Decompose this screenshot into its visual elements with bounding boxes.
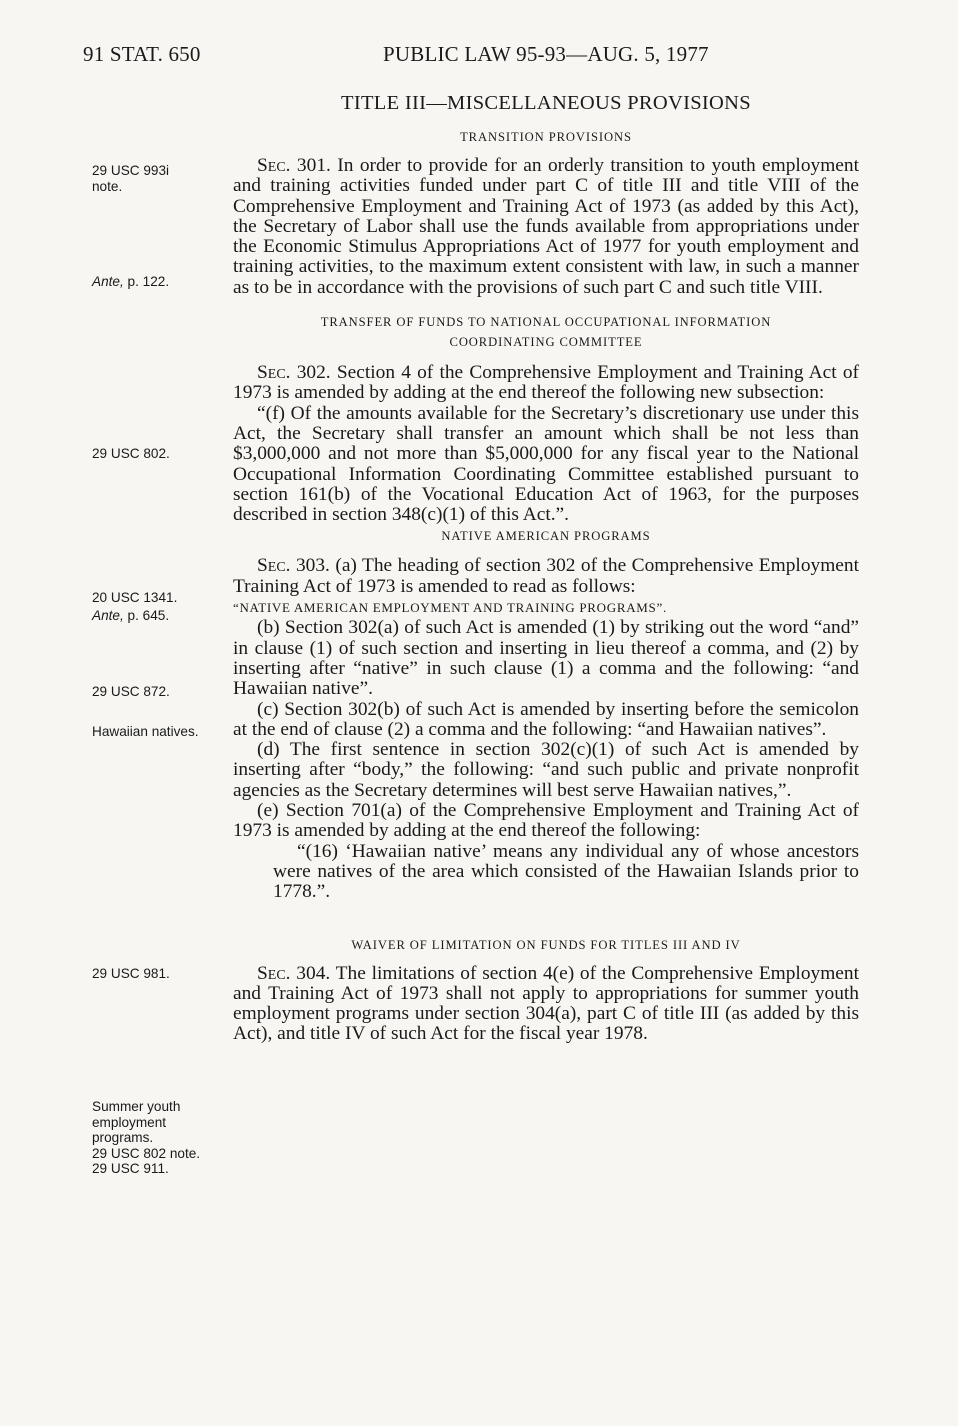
section-302-text: [233, 363, 859, 404]
section-label: Sec. 304.: [257, 962, 331, 984]
margin-note-page: p. 645.: [123, 608, 170, 623]
margin-note-ante-645: [92, 608, 169, 624]
section-304-text: [233, 964, 859, 1045]
margin-note-line: Summer youth: [92, 1099, 181, 1114]
margin-note-page: p. 122.: [123, 274, 170, 289]
heading-line: COORDINATING COMMITTEE: [449, 335, 643, 350]
margin-note-line: programs.: [92, 1130, 154, 1145]
margin-note-29-usc-993i: [92, 163, 169, 194]
section-label: Sec. 302.: [257, 362, 331, 384]
section-label: Sec. 303.: [257, 555, 330, 577]
section-303-d: (d) The first sentence in section 302(c)(1) of such Act is amended by inserting after “body,” the following: “and such public and private nonprofit agencies as the Secretary determines will best serve Hawaiian natives,”.: [233, 739, 859, 801]
small-caps-quote: “NATIVE AMERICAN EMPLOYMENT AND TRAINING PROGRAMS”.: [233, 600, 667, 616]
page-number-header: 91 STAT. 650: [83, 42, 201, 66]
margin-note-20-usc-1341: 20 USC 1341.: [92, 590, 178, 605]
section-303-a-quote: [233, 597, 859, 618]
main-text: [233, 92, 859, 1045]
section-body: (a) The heading of section 302 of the Comprehensive Employment Training Act of 1973 is amended to read as follows:: [233, 555, 859, 597]
section-303-e-quote: “(16) ‘Hawaiian native’ means any individual any of whose ancestors were natives of the area which consisted of the Hawaiian Islands prior to 1778.”.: [273, 840, 859, 903]
section-303-b: (b) Section 302(a) of such Act is amended (1) by striking out the word “and” in clause (1) of such section and inserting in lieu thereof a comma, and (2) by inserting after “native” in such clause (1) a comma and the following: “and Hawaiian native”.: [233, 617, 859, 700]
margin-note-ante: Ante,: [92, 608, 124, 623]
margin-note-line: note.: [92, 178, 123, 194]
section-303-c: (c) Section 302(b) of such Act is amended by inserting before the semicolon at the end of clause (2) a comma and the following: “and Hawaiian natives”.: [233, 698, 859, 740]
section-303-heading: NATIVE AMERICAN PROGRAMS: [441, 529, 651, 544]
section-303-a: [233, 556, 859, 597]
margin-note-line: employment: [92, 1114, 167, 1130]
margin-note-hawaiian-natives: Hawaiian natives.: [92, 724, 199, 739]
title-heading: TITLE III—MISCELLANEOUS PROVISIONS: [341, 92, 751, 114]
section-303-e: (e) Section 701(a) of the Comprehensive Employment and Training Act of 1973 is amended by adding at the end thereof the following:: [233, 800, 859, 842]
section-302-heading: [233, 312, 859, 352]
section-304-heading: WAIVER OF LIMITATION ON FUNDS FOR TITLES III AND IV: [351, 937, 741, 952]
section-301-heading: TRANSITION PROVISIONS: [460, 130, 632, 144]
section-body: In order to provide for an orderly transition to youth employment and training activities funded under part C of title III and title VIII of the Comprehensive Employment and Training Act of 1973 (as added by this Act), the Secretary of Labor shall use the funds available from appropriations under the Economic Stimulus Appropriations Act of 1977 for youth employment and training activities, to the maximum extent consistent with law, in such a manner as to be in accordance with the provisions of such part C and such title VIII.: [233, 155, 859, 298]
margin-note-ante-122: [92, 274, 169, 290]
margin-note-29-usc-872: 29 USC 872.: [92, 684, 170, 699]
section-302-quote: “(f) Of the amounts available for the Secretary’s discretionary use under this Act, the Secretary shall transfer an amount which shall be not less than $3,000,000 and not more than $5,000,000 for any fiscal year to the National Occupational Information Coordinating Committee established pursuant to section 161(b) of the Vocational Education Act of 1963, for the purposes described in section 348(c)(1) of this Act.”.: [233, 402, 859, 526]
margin-note-29-usc-802: 29 USC 802.: [92, 446, 170, 461]
section-body: Section 4 of the Comprehensive Employment and Training Act of 1973 is amended by adding at the end thereof the following new subsection:: [233, 362, 859, 404]
section-body: The limitations of section 4(e) of the Comprehensive Employment and Training Act of 1973 shall not apply to appropriations for summer youth employment programs under section 304(a), part C of title III (as added by this Act), and title IV of such Act for the fiscal year 1978.: [233, 962, 859, 1045]
margin-note-29-usc-981: 29 USC 981.: [92, 966, 170, 981]
margin-note-ante: Ante,: [92, 274, 124, 289]
margin-note-summer-youth: [92, 1099, 200, 1177]
margin-note-line: 29 USC 911.: [92, 1161, 169, 1176]
section-301-text: [233, 156, 859, 298]
margin-note-line: 29 USC 993i: [92, 163, 170, 178]
heading-line: TRANSFER OF FUNDS TO NATIONAL OCCUPATIONAL INFORMATION: [320, 315, 772, 330]
margin-note-line: 29 USC 802 note.: [92, 1145, 201, 1161]
section-label: Sec. 301.: [257, 155, 331, 176]
running-header: PUBLIC LAW 95-93—AUG. 5, 1977: [383, 42, 709, 66]
